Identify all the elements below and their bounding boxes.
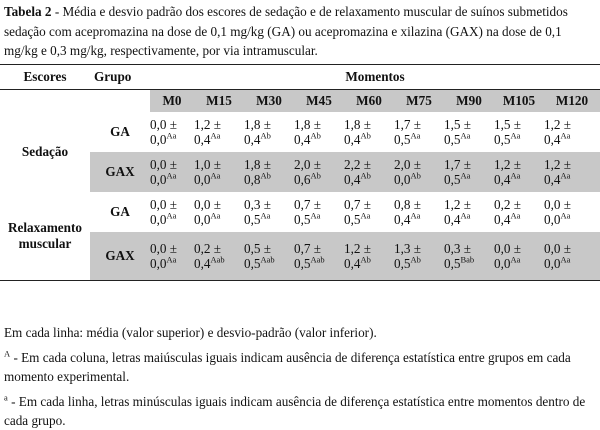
sd-number: 0,5 [494,132,511,147]
mean-value: 0,7 ± [294,197,322,212]
significance-letters: Aa [166,210,177,221]
sd-number: 0,0 [150,212,167,227]
header-momentos: Momentos [345,69,405,84]
mean-value: 1,3 ± [394,241,422,256]
significance-letters: Aab [260,254,275,265]
value-cell [444,232,494,281]
sd-value [544,132,600,147]
mean-value: 0,5 ± [244,241,272,256]
sd-value [244,172,294,187]
significance-letters: Ab [260,130,271,141]
value-cell [244,192,294,232]
significance-letters: Aa [166,170,177,181]
sd-number: 0,4 [494,212,511,227]
mean-value: 0,0 ± [150,157,178,172]
sd-number: 0,4 [344,132,361,147]
value-cell [494,152,544,192]
value-cell [294,192,344,232]
value-cell [494,232,544,281]
table-row [0,232,600,281]
sd-number: 0,4 [244,132,261,147]
sd-value [544,256,600,271]
significance-letters: Aa [460,170,471,181]
sd-value [494,212,544,227]
caption-label: Tabela 2 [4,4,52,19]
significance-letters: Aa [460,130,471,141]
mean-value: 1,2 ± [544,157,572,172]
sd-number: 0,4 [344,256,361,271]
significance-letters: Ab [310,130,321,141]
significance-letters: Aa [460,210,471,221]
mean-value: 0,8 ± [394,197,422,212]
significance-letters: Aa [360,210,371,221]
sd-number: 0,5 [444,172,461,187]
value-cell [344,112,394,152]
mean-value: 0,3 ± [444,241,472,256]
value-cell [194,112,244,152]
sd-value [394,212,444,227]
significance-letters: Ab [310,170,321,181]
value-cell [244,232,294,281]
footnote-lowercase-text: - Em cada linha, letras minúsculas iguais indicam ausência de diferença estatística entre momentos dentro de cada grupo. [4,394,586,428]
moment-header: M75 [406,93,432,108]
sd-value [394,132,444,147]
results-table [0,64,600,281]
mean-value: 0,7 ± [344,197,372,212]
mean-value: 2,0 ± [394,157,422,172]
mean-value: 0,0 ± [494,241,522,256]
significance-letters: Aa [210,210,221,221]
sd-value [244,256,294,271]
sd-value [344,172,394,187]
significance-letters: Aa [410,210,421,221]
sd-number: 0,4 [544,132,561,147]
sd-number: 0,0 [150,256,167,271]
significance-letters: Aa [166,254,177,265]
sd-value [150,132,194,147]
value-cell [344,232,394,281]
value-cell [294,232,344,281]
sd-value [494,172,544,187]
significance-letters: Aa [560,254,571,265]
footnote-uppercase-mark: A [4,348,11,359]
significance-letters: Aa [560,210,571,221]
significance-letters: Ab [360,254,371,265]
sd-number: 0,5 [294,256,311,271]
value-cell [394,232,444,281]
moments-row [0,90,600,113]
moment-header: M0 [162,93,182,108]
sd-number: 0,0 [494,256,511,271]
table-row [0,152,600,192]
sd-number: 0,0 [394,172,411,187]
moment-header: M120 [555,93,589,108]
mean-value: 1,2 ± [544,117,572,132]
mean-value: 0,7 ± [294,241,322,256]
value-cell [394,192,444,232]
sd-number: 0,4 [194,132,211,147]
footnote-lowercase [4,392,596,430]
significance-letters: Aa [510,170,521,181]
score-label: Sedação [21,144,69,159]
group-label: GAX [90,152,150,192]
header-escores: Escores [23,69,67,84]
sd-number: 0,5 [444,256,461,271]
sd-number: 0,5 [394,132,411,147]
sd-value [244,212,294,227]
sd-value [344,212,394,227]
significance-letters: Aab [310,254,325,265]
value-cell [394,112,444,152]
moment-header: M105 [502,93,536,108]
header-grupo: Grupo [94,69,132,84]
mean-value: 0,0 ± [544,241,572,256]
value-cell [150,192,194,232]
value-cell [544,112,600,152]
significance-letters: Aa [510,130,521,141]
sd-number: 0,5 [394,256,411,271]
significance-letters: Ab [410,254,421,265]
sd-number: 0,0 [194,172,211,187]
sd-value [544,212,600,227]
value-cell [494,192,544,232]
value-cell [294,112,344,152]
sd-value [394,172,444,187]
caption-text: - Média e desvio padrão dos escores de sedação e de relaxamento muscular de suínos submetidos sedação com acepromazina na dose de 0,1 mg/kg (GA) ou acepromazina e xilazina (GAX) na dose de 0,1 mg/kg e 0,3 mg/kg, respectivamente, por via intramuscular. [4,4,568,58]
sd-number: 0,5 [244,212,261,227]
value-cell [194,152,244,192]
moment-header: M30 [256,93,282,108]
sd-number: 0,6 [294,172,311,187]
mean-value: 1,7 ± [444,157,472,172]
sd-value [344,256,394,271]
sd-number: 0,0 [544,256,561,271]
group-label: GA [110,204,130,219]
sd-number: 0,5 [294,212,311,227]
value-cell [444,152,494,192]
sd-value [444,132,494,147]
value-cell [544,232,600,281]
sd-value [294,212,344,227]
group-label: GA [110,124,130,139]
table-caption [4,2,596,61]
sd-value [194,212,244,227]
mean-value: 2,0 ± [294,157,322,172]
group-label: GAX [90,232,150,281]
significance-letters: Ab [410,170,421,181]
significance-letters: Aab [210,254,225,265]
sd-value [150,212,194,227]
mean-value: 0,3 ± [244,197,272,212]
sd-number: 0,0 [150,132,167,147]
mean-value: 0,0 ± [544,197,572,212]
sd-number: 0,4 [394,212,411,227]
mean-value: 1,8 ± [294,117,322,132]
moment-header: M60 [356,93,382,108]
significance-letters: Aa [310,210,321,221]
sd-value [244,132,294,147]
sd-number: 0,5 [444,132,461,147]
mean-value: 1,5 ± [444,117,472,132]
significance-letters: Aa [260,210,271,221]
footnote-uppercase [4,348,596,386]
score-label: Relaxamento muscular [8,220,82,251]
significance-letters: Aa [560,170,571,181]
mean-value: 1,2 ± [344,241,372,256]
significance-letters: Aa [166,130,177,141]
mean-value: 1,8 ± [244,157,272,172]
value-cell [344,152,394,192]
value-cell [150,152,194,192]
value-cell [150,112,194,152]
sd-value [444,172,494,187]
value-cell [344,192,394,232]
sd-value [294,256,344,271]
footnote-uppercase-text: - Em cada coluna, letras maiúsculas iguais indicam ausência de diferença estatística entre grupos em cada momento experimental. [4,350,571,384]
header-row [0,65,600,90]
mean-value: 1,5 ± [494,117,522,132]
mean-value: 1,7 ± [394,117,422,132]
sd-number: 0,4 [494,172,511,187]
significance-letters: Aa [560,130,571,141]
mean-value: 1,2 ± [444,197,472,212]
significance-letters: Aa [410,130,421,141]
sd-value [194,132,244,147]
sd-value [194,172,244,187]
sd-value [194,256,244,271]
sd-value [294,172,344,187]
sd-value [444,256,494,271]
significance-letters: Aa [510,210,521,221]
sd-number: 0,0 [544,212,561,227]
mean-value: 1,0 ± [194,157,222,172]
moment-header: M15 [206,93,232,108]
value-cell [194,192,244,232]
value-cell [194,232,244,281]
moment-header: M45 [306,93,332,108]
significance-letters: Ab [360,170,371,181]
value-cell [544,152,600,192]
mean-value: 2,2 ± [344,157,372,172]
value-cell [544,192,600,232]
value-cell [244,112,294,152]
value-cell [494,112,544,152]
mean-value: 1,2 ± [494,157,522,172]
sd-number: 0,5 [344,212,361,227]
value-cell [444,112,494,152]
footnote-lowercase-mark: a [4,392,8,403]
value-cell [294,152,344,192]
significance-letters: Aa [510,254,521,265]
sd-value [150,172,194,187]
sd-number: 0,4 [544,172,561,187]
significance-letters: Ab [260,170,271,181]
sd-number: 0,4 [444,212,461,227]
sd-value [444,212,494,227]
footnote-line: Em cada linha: média (valor superior) e desvio-padrão (valor inferior). [4,325,377,340]
sd-value [150,256,194,271]
significance-letters: Ab [360,130,371,141]
sd-value [494,256,544,271]
mean-value: 1,8 ± [344,117,372,132]
value-cell [394,152,444,192]
sd-value [344,132,394,147]
sd-value [544,172,600,187]
sd-number: 0,0 [194,212,211,227]
value-cell [150,232,194,281]
mean-value: 1,2 ± [194,117,222,132]
sd-number: 0,4 [194,256,211,271]
moment-header: M90 [456,93,482,108]
value-cell [244,152,294,192]
table-row [0,112,600,152]
sd-number: 0,4 [294,132,311,147]
table-row [0,192,600,232]
sd-value [394,256,444,271]
value-cell [444,192,494,232]
mean-value: 0,0 ± [194,197,222,212]
significance-letters: Aa [210,130,221,141]
mean-value: 0,0 ± [150,117,178,132]
sd-number: 0,8 [244,172,261,187]
significance-letters: Bab [460,254,475,265]
mean-value: 0,2 ± [194,241,222,256]
sd-number: 0,5 [244,256,261,271]
sd-number: 0,4 [344,172,361,187]
mean-value: 0,0 ± [150,197,178,212]
mean-value: 0,0 ± [150,241,178,256]
sd-value [294,132,344,147]
sd-number: 0,0 [150,172,167,187]
mean-value: 0,2 ± [494,197,522,212]
mean-value: 1,8 ± [244,117,272,132]
sd-value [494,132,544,147]
significance-letters: Aa [210,170,221,181]
